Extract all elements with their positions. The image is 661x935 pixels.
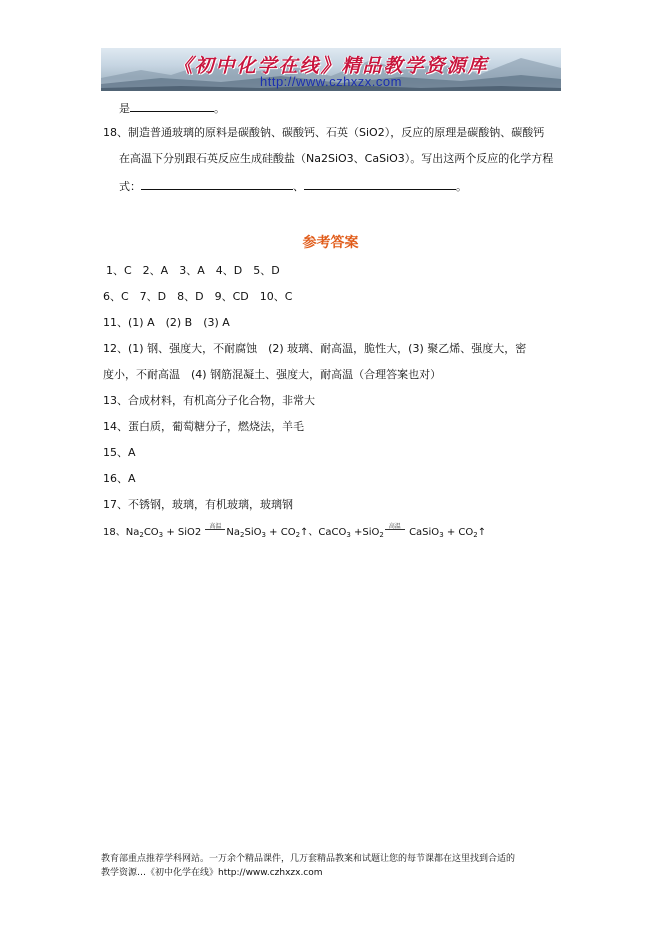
eq-text: +SiO xyxy=(350,527,380,538)
q18-line2: 在高温下分别跟石英反应生成硅酸盐（Na2SiO3、CaSiO3）。写出这两个反应的化学方程 xyxy=(119,152,554,165)
reaction-condition xyxy=(204,524,226,536)
answer-line-10-equations xyxy=(103,524,486,542)
q18-line1: 18、制造普通玻璃的原料是碳酸钠、碳酸钙、石英（SiO2），反应的原理是碳酸钠、碳酸钙 xyxy=(103,126,545,139)
answer-line-6: 14、蛋白质，葡萄糖分子，燃烧法，羊毛 xyxy=(103,420,304,433)
q17-tail xyxy=(119,100,225,116)
eq-subscript: 2 xyxy=(473,531,478,539)
q18-line3-suffix: 。 xyxy=(456,180,467,193)
eq-text: Na xyxy=(226,527,241,538)
eq-text: CO xyxy=(143,527,159,538)
answer-line-5: 13、合成材料，有机高分子化合物，非常大 xyxy=(103,394,315,407)
q18-line3-prefix: 式： xyxy=(119,180,141,193)
eq-text: + SiO2 xyxy=(163,527,205,538)
reaction-condition xyxy=(384,524,406,536)
answer-line-2: 6、C 7、D 8、D 9、CD 10、C xyxy=(103,290,293,303)
eq-subscript: 2 xyxy=(379,531,384,539)
eq-text: CaCO xyxy=(318,527,347,538)
eq-label: 18、 xyxy=(103,527,126,538)
answer-blank xyxy=(304,178,456,190)
answer-line-4b: 度小，不耐高温 (4) 钢筋混凝土、强度大，耐高温（合理答案也对） xyxy=(103,368,442,381)
eq-subscript: 3 xyxy=(439,531,444,539)
footer-line-1: 教育部重点推荐学科网站。一万余个精品课件，几万套精品教案和试题让您的每节课都在这里找到合适的 xyxy=(101,854,516,864)
gas-arrow: ↑ xyxy=(300,527,309,538)
banner-title: 《初中化学在线》精品教学资源库 xyxy=(173,55,489,77)
header-banner xyxy=(101,48,561,91)
answer-blank xyxy=(141,178,293,190)
q17-prefix: 是 xyxy=(119,102,130,115)
condition-text: 高温 xyxy=(388,523,401,530)
eq-subscript: 2 xyxy=(139,531,144,539)
banner-url: http://www.czhxzx.com xyxy=(260,74,402,89)
eq-text: CaSiO xyxy=(405,527,440,538)
answer-line-1: 1、C 2、A 3、A 4、D 5、D xyxy=(106,264,280,277)
answer-line-7: 15、A xyxy=(103,446,136,459)
answer-blank xyxy=(130,100,214,112)
eq-text: SiO xyxy=(244,527,262,538)
condition-line xyxy=(205,529,225,530)
condition-line xyxy=(385,529,405,530)
eq-subscript: 3 xyxy=(346,531,351,539)
eq-subscript: 3 xyxy=(158,531,164,539)
eq-subscript: 2 xyxy=(240,531,245,539)
page-footer xyxy=(101,852,571,880)
answers-heading: 参考答案 xyxy=(302,235,359,251)
answer-line-9: 17、不锈钢，玻璃，有机玻璃，玻璃钢 xyxy=(103,498,293,511)
eq-text: + CO xyxy=(443,527,474,538)
answer-line-3: 11、(1) A (2) B (3) A xyxy=(103,316,230,329)
eq-subscript: 3 xyxy=(261,531,266,539)
answer-line-8: 16、A xyxy=(103,472,136,485)
eq-subscript: 2 xyxy=(295,531,301,539)
q18-line3 xyxy=(119,178,467,194)
gas-arrow: ↑ xyxy=(477,527,487,538)
eq-text: + CO xyxy=(265,527,296,538)
eq-text: Na xyxy=(125,527,140,538)
footer-line-2: 教学资源…《初中化学在线》http://www.czhxzx.com xyxy=(101,868,323,878)
q18-line3-sep: 、 xyxy=(293,180,304,193)
q17-suffix: 。 xyxy=(214,102,225,115)
eq-separator: 、 xyxy=(308,527,319,538)
answer-line-4a: 12、(1) 钢、强度大，不耐腐蚀 (2) 玻璃、耐高温，脆性大，(3) 聚乙烯、强度大，密 xyxy=(103,342,527,355)
condition-text: 高温 xyxy=(209,523,222,530)
